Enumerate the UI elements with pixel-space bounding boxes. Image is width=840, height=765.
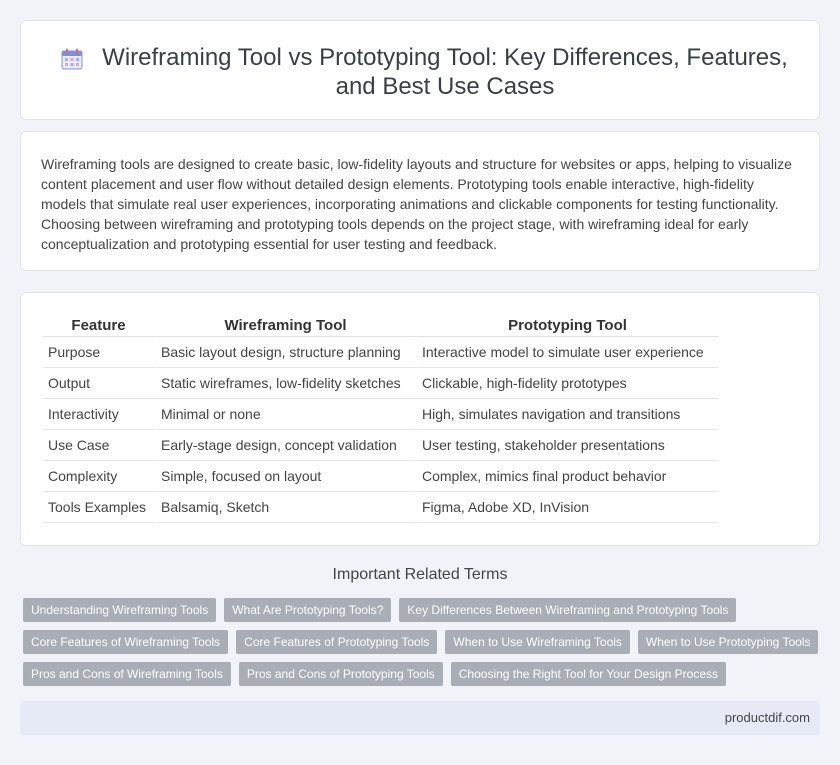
table-header-row <box>43 315 718 337</box>
table-cell: User testing, stakeholder presentations <box>417 430 718 461</box>
related-terms-heading: Important Related Terms <box>332 566 508 583</box>
tag-row <box>23 662 823 686</box>
table-cell: Figma, Adobe XD, InVision <box>417 492 718 523</box>
table-cell: Interactivity <box>43 399 156 430</box>
table-cell: Balsamiq, Sketch <box>156 492 417 523</box>
table-cell: Early-stage design, concept validation <box>156 430 417 461</box>
related-term-link[interactable]: Pros and Cons of Wireframing Tools <box>23 662 231 686</box>
table-cell: Basic layout design, structure planning <box>156 337 417 368</box>
related-terms-list <box>23 598 823 694</box>
table-cell: Interactive model to simulate user experience <box>417 337 718 368</box>
table-cell: Static wireframes, low-fidelity sketches <box>156 368 417 399</box>
table-cell: Use Case <box>43 430 156 461</box>
site-credit[interactable]: productdif.com <box>724 710 810 725</box>
table-cell: Tools Examples <box>43 492 156 523</box>
related-term-link[interactable]: Core Features of Prototyping Tools <box>236 630 437 654</box>
related-term-link[interactable]: When to Use Prototyping Tools <box>638 630 819 654</box>
table-cell: High, simulates navigation and transitions <box>417 399 718 430</box>
related-term-link[interactable]: When to Use Wireframing Tools <box>445 630 630 654</box>
related-term-link[interactable]: Core Features of Wireframing Tools <box>23 630 228 654</box>
page-title: Wireframing Tool vs Prototyping Tool: Key Differences, Features, and Best Use Cases <box>102 44 788 100</box>
table-row <box>43 399 718 430</box>
related-term-link[interactable]: Choosing the Right Tool for Your Design Process <box>451 662 726 686</box>
comparison-card <box>20 292 820 546</box>
table-cell: Simple, focused on layout <box>156 461 417 492</box>
table-row <box>43 492 718 523</box>
intro-card <box>20 131 820 271</box>
tag-row <box>23 630 823 654</box>
comparison-table <box>43 315 718 523</box>
table-cell: Minimal or none <box>156 399 417 430</box>
column-header-prototyping: Prototyping Tool <box>417 315 718 337</box>
related-term-link[interactable]: Key Differences Between Wireframing and Prototyping Tools <box>399 598 736 622</box>
related-term-link[interactable]: Pros and Cons of Prototyping Tools <box>239 662 443 686</box>
table-row <box>43 368 718 399</box>
intro-paragraph: Wireframing tools are designed to create basic, low-fidelity layouts and structure for websites or apps, helping to visualize content placement and user flow without detailed design elements. Prototyping tools enable interactive, high-fidelity models that simulate real user experiences, incorporating animations and clickable components for testing functionality. Choosing between wireframing and prototyping tools depends on the project stage, with wireframing ideal for early conceptualization and prototyping essential for user testing and feedback. <box>41 156 792 252</box>
related-term-link[interactable]: What Are Prototyping Tools? <box>224 598 391 622</box>
table-row <box>43 430 718 461</box>
title-card <box>20 20 820 120</box>
table-row <box>43 461 718 492</box>
table-cell: Purpose <box>43 337 156 368</box>
related-term-link[interactable]: Understanding Wireframing Tools <box>23 598 216 622</box>
tag-row <box>23 598 823 622</box>
table-cell: Clickable, high-fidelity prototypes <box>417 368 718 399</box>
table-row <box>43 337 718 368</box>
table-cell: Output <box>43 368 156 399</box>
column-header-wireframing: Wireframing Tool <box>156 315 417 337</box>
table-cell: Complexity <box>43 461 156 492</box>
footer-bar <box>20 701 820 735</box>
table-cell: Complex, mimics final product behavior <box>417 461 718 492</box>
column-header-feature: Feature <box>43 315 156 337</box>
